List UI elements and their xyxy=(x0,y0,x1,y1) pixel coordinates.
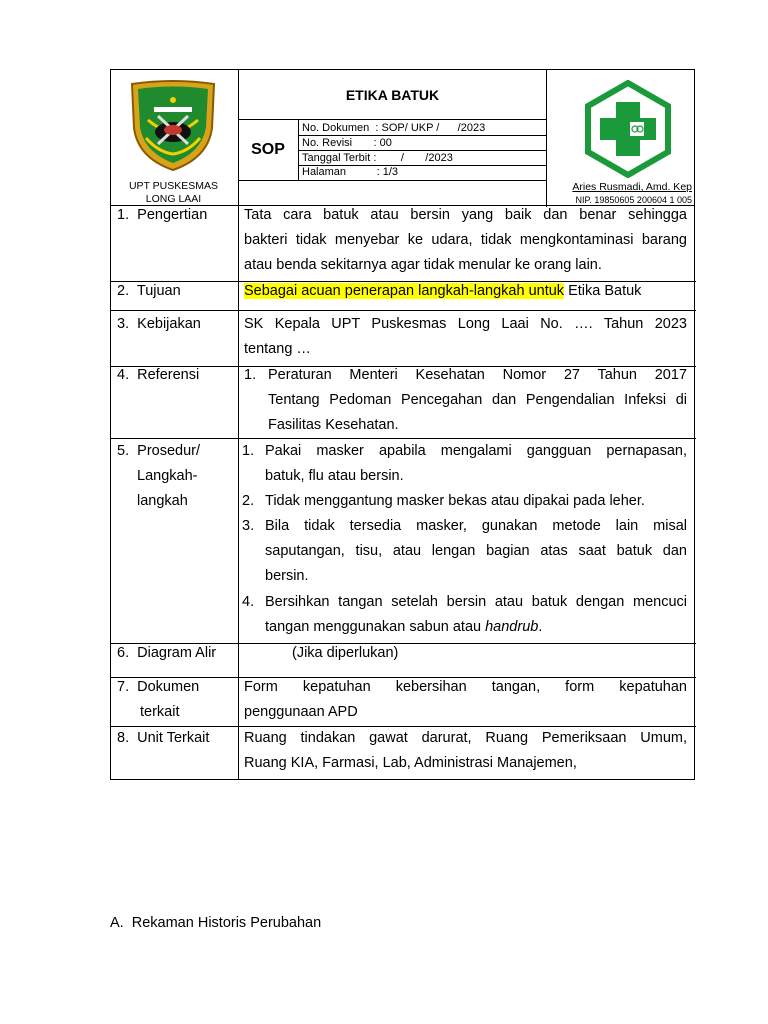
meta-revision: No. Revisi : 00 xyxy=(302,137,392,149)
referensi-number: 1. xyxy=(244,367,257,383)
puskesmas-logo xyxy=(583,80,673,178)
step3-line2: saputangan, tisu, atau lengan bagian atas saat batuk dan xyxy=(265,543,687,559)
signer-nip: NIP. 19850605 200604 1 005 xyxy=(575,195,692,205)
referensi-line1: Peraturan Menteri Kesehatan Nomor 27 Tahun 2017 xyxy=(268,367,687,383)
meta-document-number: No. Dokumen : SOP/ UKP / /2023 xyxy=(302,122,486,134)
row-label-pengertian: 1. Pengertian xyxy=(117,207,208,223)
referensi-line3: Fasilitas Kesehatan. xyxy=(268,417,399,433)
step4-line1: Bersihkan tangan setelah bersin atau batuk dengan mencuci xyxy=(265,594,687,610)
document-title: ETIKA BATUK xyxy=(345,87,440,103)
dokumen-line1: Form kepatuhan kebersihan tangan, form kepatuhan xyxy=(244,679,687,695)
step4-line2 xyxy=(265,615,542,640)
pengertian-line3: atau benda sekitarnya agar tidak menular ke orang lain. xyxy=(244,257,602,273)
unit-terkait-line1: Ruang tindakan gawat darurat, Ruang Pemeriksaan Umum, xyxy=(244,730,687,746)
org-name-line2: LONG LAAI xyxy=(145,193,202,205)
step1-number: 1. xyxy=(242,443,255,459)
step4-line2-post: . xyxy=(538,619,543,635)
meta-page: Halaman : 1/3 xyxy=(302,166,398,178)
row-label-prosedur-2: Langkah- xyxy=(137,468,198,484)
row-label-tujuan: 2. Tujuan xyxy=(117,283,181,299)
row-label-dokumen: 7. Dokumen xyxy=(117,679,200,695)
step3-line1: Bila tidak tersedia masker, gunakan metode lain misal xyxy=(265,518,687,534)
meta-issue-date: Tanggal Terbit : / /2023 xyxy=(302,152,453,164)
step4-line2-pre: tangan menggunakan sabun atau xyxy=(265,619,486,635)
row-label-prosedur: 5. Prosedur/ xyxy=(117,443,201,459)
step3-line3: bersin. xyxy=(265,568,309,584)
step4-handrub: handrub xyxy=(485,619,539,635)
unit-terkait-line2: Ruang KIA, Farmasi, Lab, Administrasi Manajemen, xyxy=(244,755,577,771)
row-label-dokumen-2: terkait xyxy=(140,704,180,720)
row-label-diagram-alir: 6. Diagram Alir xyxy=(117,645,217,661)
pengertian-line1: Tata cara batuk atau bersin yang baik dan benar sehingga xyxy=(244,207,687,223)
diagram-alir-text: (Jika diperlukan) xyxy=(292,645,399,661)
org-name-line1: UPT PUSKESMAS xyxy=(128,180,219,192)
tujuan-highlight: Sebagai acuan penerapan langkah-langkah untuk xyxy=(244,283,565,299)
pengertian-line2: bakteri tidak menyebar ke udara, tidak mengkontaminasi barang xyxy=(244,232,687,248)
row-label-referensi: 4. Referensi xyxy=(117,367,200,383)
row-label-prosedur-3: langkah xyxy=(137,493,188,509)
sop-label: SOP xyxy=(251,141,285,158)
kebijakan-line1: SK Kepala UPT Puskesmas Long Laai No. …. Tahun 2023 xyxy=(244,316,687,332)
row-label-unit-terkait: 8. Unit Terkait xyxy=(117,730,210,746)
step4-number: 4. xyxy=(242,594,255,610)
tujuan-rest: Etika Batuk xyxy=(564,283,642,299)
step1-line1: Pakai masker apabila mengalami gangguan pernapasan, xyxy=(265,443,687,459)
dokumen-line2: penggunaan APD xyxy=(244,704,358,720)
kebijakan-line2: tentang … xyxy=(244,341,311,357)
step1-line2: batuk, flu atau bersin. xyxy=(265,468,404,484)
step3-number: 3. xyxy=(242,518,255,534)
step2-line1: Tidak menggantung masker bekas atau dipakai pada leher. xyxy=(265,493,645,509)
referensi-line2: Tentang Pedoman Pencegahan dan Pengendalian Infeksi di xyxy=(268,392,687,408)
regency-emblem-logo xyxy=(128,80,218,172)
row-label-kebijakan: 3. Kebijakan xyxy=(117,316,201,332)
signer-name: Aries Rusmadi, Amd. Kep xyxy=(572,181,692,193)
history-heading: A. Rekaman Historis Perubahan xyxy=(110,915,322,931)
step2-number: 2. xyxy=(242,493,255,509)
tujuan-text xyxy=(244,279,687,304)
